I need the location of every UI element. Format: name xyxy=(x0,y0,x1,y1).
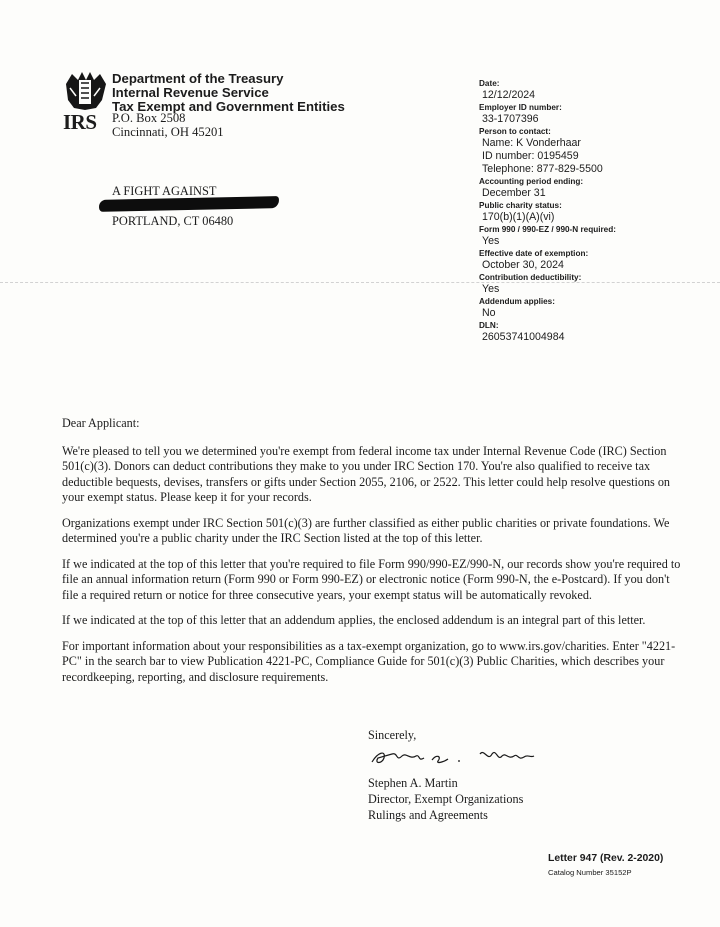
irs-logo-text: IRS xyxy=(63,110,97,134)
recipient-city: PORTLAND, CT 06480 xyxy=(112,214,234,228)
info-date: Date: 12/12/2024 xyxy=(479,79,536,101)
letter-body xyxy=(62,416,682,695)
letter-info-panel xyxy=(479,79,699,345)
info-accounting-period: Accounting period ending: December 31 xyxy=(479,177,584,199)
info-dln: DLN: 26053741004984 xyxy=(479,321,565,343)
info-charity-status: Public charity status: 170(b)(1)(A)(vi) xyxy=(479,201,562,223)
agency-city: Cincinnati, OH 45201 xyxy=(112,124,224,139)
paragraph-classification: Organizations exempt under IRC Section 501(c)(3) are further classified as either public charities or private foundations. We determined you're a public charity under the IRC Section listed at the top of this letter. xyxy=(62,515,670,545)
info-addendum: Addendum applies: No xyxy=(479,297,555,319)
service-name: Internal Revenue Service xyxy=(112,85,269,100)
signer-unit: Rulings and Agreements xyxy=(368,808,488,822)
paragraph-exemption: We're pleased to tell you we determined you're exempt from federal income tax under Internal Revenue Code (IRC) Section 501(c)(3). Donors can deduct contributions they make to you under IRC Section 170. You're also qualified to receive tax deductible bequests, devises, transfers or gifts under Section 2055, 2106, or 2522. This letter could help resolve questions on your exempt status. Please keep it for your records. xyxy=(62,443,671,504)
salutation: Dear Applicant: xyxy=(62,416,140,430)
signer-name: Stephen A. Martin xyxy=(368,776,458,790)
info-effective-date: Effective date of exemption: October 30, 2024 xyxy=(479,249,589,271)
agency-header xyxy=(112,72,345,114)
closing: Sincerely, xyxy=(368,728,417,742)
letter-number: Letter 947 (Rev. 2-2020) xyxy=(548,853,664,864)
department-name: Department of the Treasury xyxy=(112,71,284,86)
catalog-number: Catalog Number 35152P xyxy=(548,868,632,877)
paragraph-resources: For important information about your responsibilities as a tax-exempt organization, go to www.irs.gov/charities. Enter "4221-PC" in the search bar to view Publication 4221-PC, Compliance Guide for 501(c)(3) Public Charities, which describes your recordkeeping, reporting, and disclosure requirements. xyxy=(62,638,676,684)
recipient-name: A FIGHT AGAINST xyxy=(112,184,217,198)
po-box: P.O. Box 2508 xyxy=(112,111,186,125)
paragraph-filing: If we indicated at the top of this letter that you're required to file Form 990/990-EZ/990-N, our records show you're required to file an annual information return (Form 990 or Form 990-EZ) or electronic notice (Form 990-N, the e-Postcard). If you don't file a required return or notice for three consecutive years, your exempt status will be automatically revoked. xyxy=(62,556,681,602)
handwritten-signature xyxy=(368,744,538,768)
info-form-required: Form 990 / 990-EZ / 990-N required: Yes xyxy=(479,225,616,247)
redaction-mark xyxy=(99,196,279,212)
signer-block xyxy=(368,775,523,823)
info-contact: Person to contact: Name: K Vonderhaar ID number: 0195459 Telephone: 877-829-5500 xyxy=(479,127,603,175)
signer-title: Director, Exempt Organizations xyxy=(368,792,524,806)
paragraph-addendum: If we indicated at the top of this letter that an addendum applies, the enclosed addendum is an integral part of this letter. xyxy=(62,613,646,627)
info-deductibility: Contribution deductibility: Yes xyxy=(479,273,582,295)
info-ein: Employer ID number: 33-1707396 xyxy=(479,103,562,125)
division-name: Tax Exempt and Government Entities xyxy=(112,99,345,114)
agency-address xyxy=(112,112,224,139)
